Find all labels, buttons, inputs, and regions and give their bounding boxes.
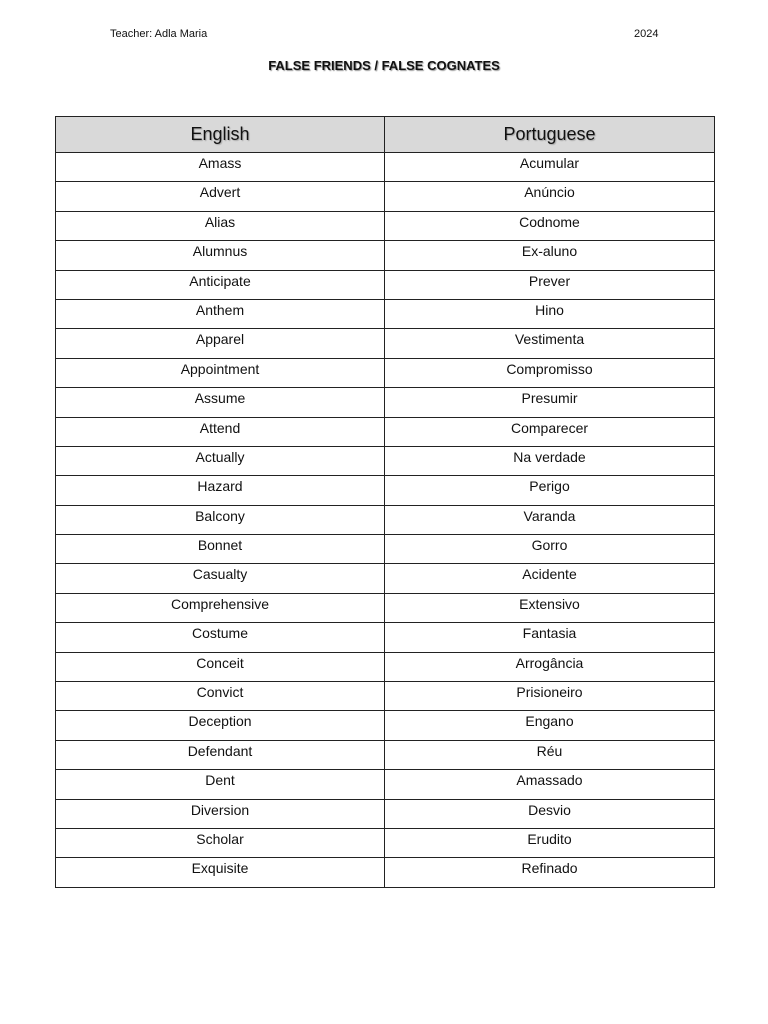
english-word-cell: Actually	[56, 446, 385, 475]
english-word-cell: Diversion	[56, 799, 385, 828]
table-row	[56, 858, 715, 887]
portuguese-word-cell: Acidente	[385, 564, 715, 593]
english-word-cell: Bonnet	[56, 535, 385, 564]
english-word-cell: Attend	[56, 417, 385, 446]
portuguese-word-cell: Prisioneiro	[385, 682, 715, 711]
portuguese-word-cell: Refinado	[385, 858, 715, 887]
table-body	[56, 153, 715, 888]
english-word-cell: Apparel	[56, 329, 385, 358]
portuguese-word-cell: Ex-aluno	[385, 241, 715, 270]
portuguese-word-cell: Erudito	[385, 828, 715, 857]
english-word-cell: Scholar	[56, 828, 385, 857]
portuguese-word-cell: Codnome	[385, 211, 715, 240]
english-word-cell: Anthem	[56, 299, 385, 328]
english-word-cell: Assume	[56, 388, 385, 417]
table-row	[56, 417, 715, 446]
portuguese-word-cell: Presumir	[385, 388, 715, 417]
table-row	[56, 770, 715, 799]
english-word-cell: Conceit	[56, 652, 385, 681]
english-word-cell: Advert	[56, 182, 385, 211]
portuguese-word-cell: Prever	[385, 270, 715, 299]
table-row	[56, 799, 715, 828]
year: 2024	[634, 28, 659, 40]
table-row	[56, 241, 715, 270]
table-row	[56, 652, 715, 681]
table-row	[56, 182, 715, 211]
english-word-cell: Convict	[56, 682, 385, 711]
english-word-cell: Alumnus	[56, 241, 385, 270]
table-row	[56, 358, 715, 387]
english-word-cell: Comprehensive	[56, 593, 385, 622]
portuguese-word-cell: Na verdade	[385, 446, 715, 475]
english-word-cell: Costume	[56, 623, 385, 652]
portuguese-word-cell: Hino	[385, 299, 715, 328]
english-word-cell: Hazard	[56, 476, 385, 505]
table-row	[56, 711, 715, 740]
portuguese-word-cell: Fantasia	[385, 623, 715, 652]
page-title: FALSE FRIENDS / FALSE COGNATES	[268, 58, 500, 73]
portuguese-word-cell: Desvio	[385, 799, 715, 828]
portuguese-word-cell: Amassado	[385, 770, 715, 799]
table-row	[56, 505, 715, 534]
portuguese-word-cell: Réu	[385, 740, 715, 769]
portuguese-word-cell: Perigo	[385, 476, 715, 505]
portuguese-word-cell: Comparecer	[385, 417, 715, 446]
portuguese-word-cell: Compromisso	[385, 358, 715, 387]
false-friends-table	[55, 116, 715, 888]
table-row	[56, 623, 715, 652]
table-row	[56, 740, 715, 769]
english-word-cell: Dent	[56, 770, 385, 799]
portuguese-word-cell: Anúncio	[385, 182, 715, 211]
english-word-cell: Balcony	[56, 505, 385, 534]
table-row	[56, 476, 715, 505]
portuguese-word-cell: Arrogância	[385, 652, 715, 681]
column-header-english: English	[56, 117, 385, 153]
english-word-cell: Exquisite	[56, 858, 385, 887]
english-word-cell: Anticipate	[56, 270, 385, 299]
column-header-portuguese: Portuguese	[385, 117, 715, 153]
portuguese-word-cell: Engano	[385, 711, 715, 740]
table-row	[56, 535, 715, 564]
table-row	[56, 299, 715, 328]
table-row	[56, 828, 715, 857]
english-word-cell: Defendant	[56, 740, 385, 769]
table-row	[56, 211, 715, 240]
table-row	[56, 564, 715, 593]
english-word-cell: Appointment	[56, 358, 385, 387]
portuguese-word-cell: Gorro	[385, 535, 715, 564]
table-row	[56, 446, 715, 475]
table-row	[56, 153, 715, 182]
portuguese-word-cell: Extensivo	[385, 593, 715, 622]
table-row	[56, 682, 715, 711]
portuguese-word-cell: Vestimenta	[385, 329, 715, 358]
english-word-cell: Amass	[56, 153, 385, 182]
table-row	[56, 593, 715, 622]
table-row	[56, 270, 715, 299]
table-row	[56, 388, 715, 417]
portuguese-word-cell: Varanda	[385, 505, 715, 534]
teacher-name: Teacher: Adla Maria	[110, 28, 208, 40]
english-word-cell: Casualty	[56, 564, 385, 593]
table-header-row	[56, 117, 715, 153]
english-word-cell: Alias	[56, 211, 385, 240]
table-row	[56, 329, 715, 358]
english-word-cell: Deception	[56, 711, 385, 740]
portuguese-word-cell: Acumular	[385, 153, 715, 182]
